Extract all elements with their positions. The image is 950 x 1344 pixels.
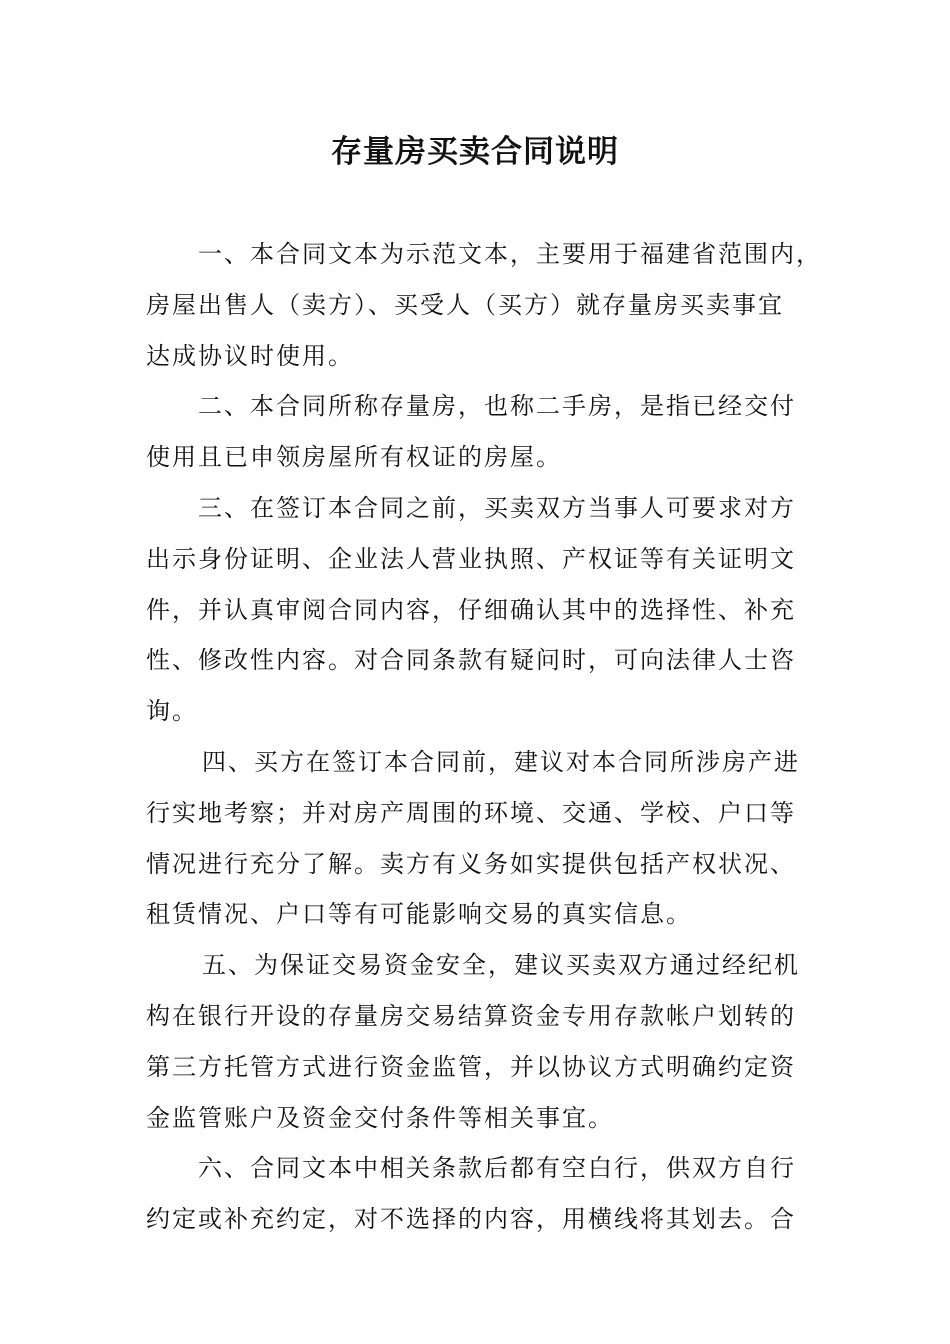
paragraph-line: 五、为保证交易资金安全，建议买卖双方通过经纪机 — [202, 951, 800, 980]
document-body — [146, 229, 822, 1245]
paragraph-line: 性、修改性内容。对合同条款有疑问时，可向法律人士咨 — [146, 646, 796, 675]
paragraph-line: 第三方托管方式进行资金监管，并以协议方式明确约定资 — [146, 1052, 796, 1081]
paragraph-line: 使用且已申领房屋所有权证的房屋。 — [146, 443, 562, 472]
paragraph-4 — [146, 737, 818, 940]
paragraph-6 — [146, 1143, 818, 1245]
paragraph-1 — [146, 229, 822, 381]
paragraph-line: 件，并认真审阅合同内容，仔细确认其中的选择性、补充 — [146, 595, 796, 624]
paragraph-5 — [146, 940, 818, 1143]
paragraph-line: 情况进行充分了解。卖方有义务如实提供包括产权状况、 — [146, 849, 796, 878]
paragraph-2 — [146, 381, 818, 483]
paragraph-line: 构在银行开设的存量房交易结算资金专用存款帐户划转的 — [146, 1001, 796, 1030]
paragraph-line: 一、本合同文本为示范文本，主要用于福建省范围内， — [198, 240, 822, 268]
paragraph-line: 三、在签订本合同之前，买卖双方当事人可要求对方 — [198, 493, 796, 522]
paragraph-line: 出示身份证明、企业法人营业执照、产权证等有关证明文 — [146, 544, 796, 573]
paragraph-line: 达成协议时使用。 — [146, 341, 354, 370]
paragraph-line: 四、买方在签订本合同前，建议对本合同所涉房产进 — [202, 747, 800, 776]
paragraph-line: 约定或补充约定，对不选择的内容，用横线将其划去。合 — [146, 1205, 796, 1234]
paragraph-line: 金监管账户及资金交付条件等相关事宜。 — [146, 1103, 614, 1132]
paragraph-3 — [146, 483, 818, 737]
paragraph-line: 六、合同文本中相关条款后都有空白行，供双方自行 — [198, 1154, 796, 1183]
paragraph-line: 房屋出售人（卖方）、买受人（买方）就存量房买卖事宜 — [146, 290, 784, 319]
paragraph-line: 二、本合同所称存量房，也称二手房，是指已经交付 — [198, 392, 796, 421]
paragraph-line: 询。 — [146, 697, 198, 726]
document-title: 存量房买卖合同说明 — [331, 134, 619, 170]
paragraph-line: 行实地考察；并对房产周围的环境、交通、学校、户口等 — [146, 798, 796, 827]
paragraph-line: 租赁情况、户口等有可能影响交易的真实信息。 — [146, 900, 692, 929]
